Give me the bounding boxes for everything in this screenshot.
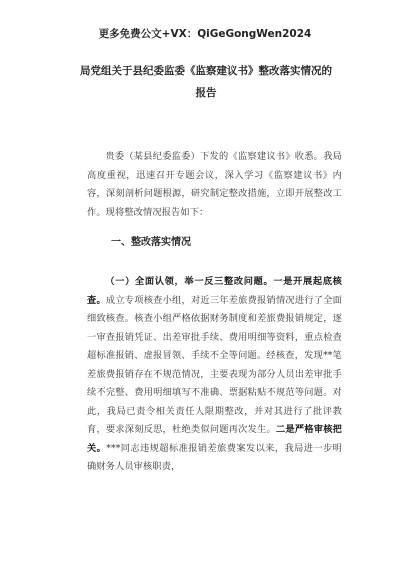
document-title: 局党组关于县纪委监委《监察建议书》整改落实情况的报告 [80,65,332,99]
intro-paragraph: 贵委（某县纪委监委）下发的《监察建议书》收悉。我局高度重视，迅速召开专题会议，深入学习《监察建议书》内容，深刻剖析问题根源，研究制定整改措施，立即开展整改工作。现将整改情况报告如下： [87,151,342,218]
section-heading: 一、整改落实情况 [111,237,191,248]
point-1-text: 成立专项核查小组，对近三年差旅费报销情况进行了全面细致核查。核查小组严格依据财务制度和差旅费报销规定，逐一审查报销凭证、出差审批手续、费用明细等资料，重点检查超标准报销、虚报冒领、手续不全等问题。经核查，发现**笔差旅费报销存在不规范情况，主要表现为部分人员出差审批手续不完整、费用明细填写不准确、票据粘贴不规范等问题。对此，我局已责令相关责任人限期整改，并对其进行了批评教育，要求深刻反思，杜绝类似问题再次发生。 [87,294,342,435]
lead-point-2: 二是严格审核把关。 [87,424,342,454]
lead-point-1: 一是开展起底核查。 [87,276,342,306]
subheading: （一）全面认领，举一反三整改问题。 [105,276,274,287]
section-paragraph [87,273,342,477]
point-2-text: ***同志违规超标准报销差旅费案发以来，我局进一步明确财务人员审核职责， [87,442,342,472]
watermark-header: 更多免费公文+VX：QiGeGongWen2024 [98,28,312,40]
